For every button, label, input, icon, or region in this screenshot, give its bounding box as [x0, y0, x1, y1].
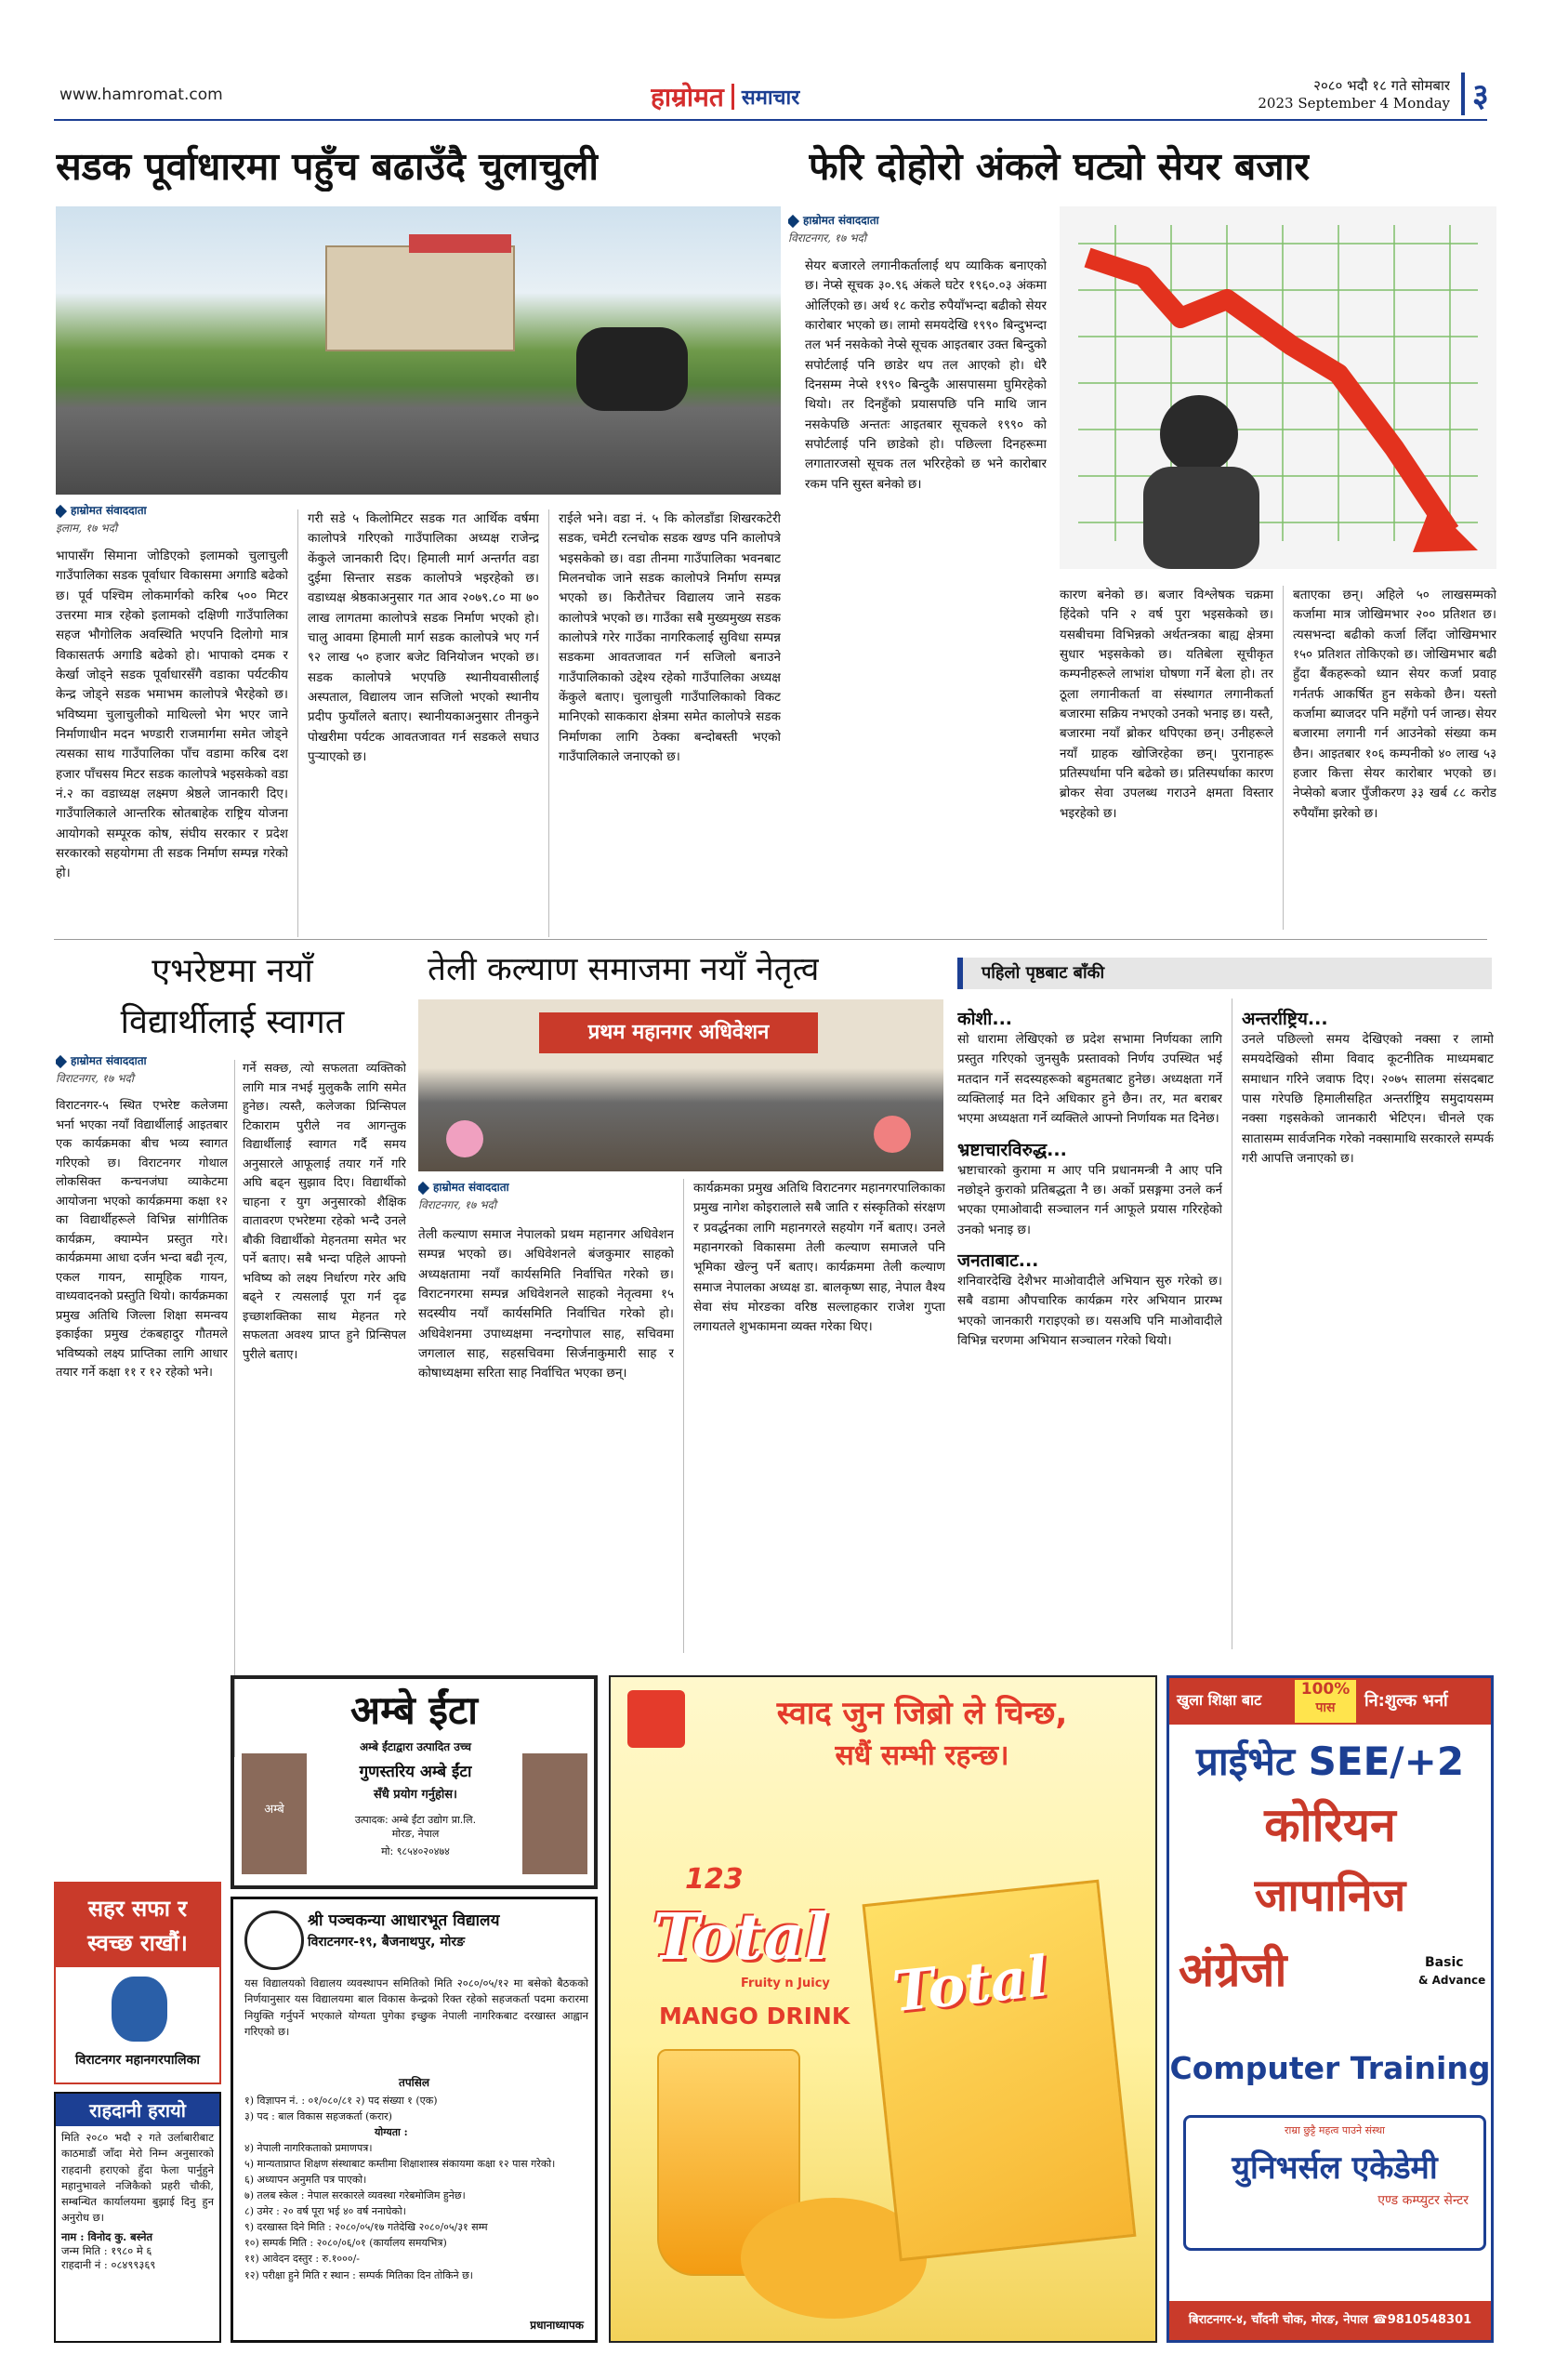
city-line2: स्वच्छ राखौं।	[87, 1930, 188, 1956]
juice-brand-left: Total	[652, 1900, 829, 1975]
story2-col1: सेयर बजारले लगानीकर्तालाई थप व्याकिक बनाएको छ। नेप्से सूचक ३०.९६ अंकले घटेर १९६०.०३ अंकमा ओर्लिएको छ। अर्थ १८ करोड रुपैयाँभन्दा बढीको सेयर कारोबार भएको छ। लामो समयदेखि १९९० बिन्दुभन्दा तल भर्न नसकेको नेप्से सूचक आइतबार उक्त बिन्दुको सपोर्टलाई पनि छाडेर थप तल आएको हो। धेरै दिनसम्म नेप्से १९९० बिन्दुकै आसपासमा घुमिरहेको थियो। तर दिनहुँको प्रयासपछि पनि माथि जान नसकेपछि अन्ततः आइतबार सूचकले १९९० को सपोर्टलाई पनि छाडेको हो। पछिल्ला दिनहरूमा लगातारजसो सूचक तल भरिरहेको छ भने कारोबार रकम पनि सुस्त बनेको छ।	[805, 258, 1047, 492]
date-english: 2023 September 4 Monday	[1258, 95, 1450, 112]
person-body-shape	[1143, 467, 1259, 569]
story2-graph-photo	[1060, 206, 1496, 569]
academy-address: बिराटनगर-४, चाँदनी चोक, मोरङ, नेपाल ☎9810548301	[1169, 2301, 1491, 2340]
lost-dob: जन्म मिति : १९८० मे ६	[61, 2243, 152, 2257]
story3-byline: हाम्रोमत संवाददाता	[56, 1052, 409, 1068]
academy-strip: खुला शिक्षा बाट 100% पास नि:शुल्क भर्ना	[1169, 1678, 1491, 1725]
school-row: ३) पद : बाल विकास सहजकर्ता (करार)	[244, 2110, 392, 2123]
continued-header: पहिलो पृष्ठबाट बाँकी	[957, 958, 1492, 989]
academy-line1: प्राईभेट SEE/+2	[1195, 1739, 1465, 1784]
juice-brand-logo	[627, 1690, 685, 1748]
brick-producer: उत्पादक: अम्बे ईंटा उद्योग प्रा.लि.	[354, 1814, 477, 1826]
juice-tagline-1: स्वाद जुन जिब्रो ले चिन्छ,	[776, 1695, 1068, 1732]
school-row: १) विज्ञापन नं. : ०१/०८०/८१ २) पद संख्या १ (एक)	[244, 2095, 438, 2107]
story2-headline: फेरि दोहोरो अंकले घट्यो सेयर बजार	[809, 144, 1311, 189]
lost-title: राहदानी हरायो	[56, 2094, 219, 2126]
brick-line2: गुणस्तरिय अम्बे ईंटा	[359, 1763, 472, 1781]
story2-byline: हाम्रोमत संवाददाता	[788, 212, 1048, 228]
story1-col1: भापासँग सिमाना जोडिएको इलामको चुलाचुली गाउँपालिका सडक पूर्वाधार विकासमा अगाडि बढेको छ। पूर्व पश्चिम लोकमार्गको करिब ५०० मिटर उत्तरमा मात्र रहेको इलामको दक्षिणी गाउँपालिका सहज भौगोलिक अवस्थिति भएपनि दिलोगो मात्र विकासतर्फ अगाडि बढेको हो। भापाको दमक र केर्खा जोड्ने सडक पूर्वाधारसँगै वडाका पर्यटकीय केन्द्र जोड्ने सडक भमाभम कालोपत्रे भैरहेको छ। भविष्यमा चुलाचुलीको माथिल्लो भेग भएर जाने निर्माणाधीन मदन भण्डारी राजमार्गमा समेत जोड्ने त्यसका साथ गाउँपालिका पाँच वडामा करिब दश हजार पाँचसय मिटर सडक कालोपत्रे भइसकेको वडा नं.२ का वडाध्यक्ष लक्ष्मण श्रेष्ठले जानकारी दिए। गाउँपालिकाले आन्तरिक स्रोतबाहेक राष्ट्रिय योजना आयोगको सम्पूरक कोष, संघीय सरकार र प्रदेश सरकारको सहयोगमा ती सडक निर्माण सम्पन्न गरेको हो।	[56, 549, 288, 881]
school-footer: प्रधानाध्यापक	[530, 2319, 584, 2332]
academy-line3: जापानिज	[1254, 1870, 1406, 1922]
story4-byline: हाम्रोमत संवाददाता	[418, 1179, 679, 1195]
continued-title-corruption: भ्रष्टाचारविरुद्ध...	[957, 1139, 1067, 1160]
story3-dateline: विराटनगर, १७ भदौ	[56, 1072, 135, 1085]
academy-line4: अंग्रेजी	[1179, 1943, 1287, 1997]
lost-name: नाम : विनोद कु. बस्नेत	[61, 2229, 153, 2243]
juice-brand-pack: Total	[889, 1944, 1051, 2026]
continued-text-corruption: भ्रष्टाचारको कुरामा म आए पनि प्रधानमन्त्री नै आए पनि नछोड्ने कुराको प्रतिबद्धता नै छ। अर्को प्रसङ्गमा उनले कर्न भएका एमाओवादी सञ्चालन गर्न आफूले प्रयास गरिरहेको उनको भनाइ छ।	[957, 1162, 1222, 1237]
school-row: १२) परीक्षा हुने मिति र स्थान : सम्पर्क मितिका दिन तोकिने छ।	[244, 2268, 473, 2281]
academy-free: नि:शुल्क भर्ना	[1364, 1691, 1448, 1711]
person-head-shape	[1160, 395, 1238, 473]
motorbike-shape	[576, 327, 688, 411]
story3-headline: एभरेष्टमा नयाँ विद्यार्थीलाई स्वागत	[120, 952, 345, 1041]
story2-col3: बताएका छन्। अहिले ५० लाखसम्मको कर्जामा मात्र जोखिमभार २०० प्रतिशत छ। त्यसभन्दा बढीको कर्जा लिँदा जोखिमभार १५० प्रतिशत तोकिएको छ। जोखिमभार बढी हुँदा बैंकहरूको ध्यान सेयर कर्जा प्रवाह गर्नतर्फ आकर्षित हुन सकेको छैन। यस्तो कर्जामा ब्याजदर पनि महँगो पर्न जान्छ। सेयर बजारमा लगानी गर्न आउनेको संख्या कम छैन। आइतबार १०६ कम्पनीको ४० लाख ५३ हजार कित्ता सेयर कारोबार भएको छ। नेप्सेको बजार पुँजीकरण ३३ खर्ब ८८ करोड रुपैयाँमा झरेको छ।	[1283, 586, 1496, 930]
balloon-shape	[446, 1120, 483, 1157]
page-number: ३	[1461, 73, 1498, 115]
story4-headline: तेली कल्याण समाजमा नयाँ नेतृत्व	[428, 951, 820, 988]
lost-passport-number: राहदानी नं : ०८४९९३६९	[61, 2257, 156, 2271]
academy-basic: Basic	[1425, 1955, 1464, 1970]
header-url[interactable]: www.hamromat.com	[59, 86, 223, 104]
story4-byline-block	[418, 1179, 679, 1212]
academy-tagline: राम्रा छुट्टै महत्व पाउने संस्था	[1285, 2124, 1385, 2136]
academy-sub: एण्ड कम्प्युटर सेन्टर	[1377, 2193, 1469, 2208]
brick-image	[522, 1753, 587, 1874]
story1-col3: राईले भने। वडा नं. ५ कि कोलडाँडा शिखरकटेरी सडक, चमेटी रत्नचोक सडक खण्ड पनि कालोपत्रे भइसकेको छ। वडा तीनमा गाउँपालिका भवनबाट मिलनचोक जाने सडक कालोपत्रे निर्माण सम्पन्न भएको छ। किरौतेचर विद्यालय जाने सडक कालोपत्रे भएको छ। गाउँका सबै मुख्यमुख्य सडक कालोपत्रे गरेर गाउँका नागरिकलाई सुविधा सम्पन्न सडकमा आवतजावत गर्न सजिलो बनाउने गाउँपालिकाको उद्देश्य रहेको गाउँपालिका अध्यक्ष केंकुले बताए। चुलाचुली गाउँपालिकाको विकट मानिएको साककारा क्षेत्रमा समेत कालोपत्रे सडक निर्माणका लागि ठेक्का बन्दोबस्ती भएको गाउँपालिकाले जनाएको छ।	[548, 509, 781, 937]
juice-badge: 123	[685, 1863, 744, 1896]
brick-phone: मो: ९८५४०२०४७४	[381, 1845, 450, 1858]
masthead	[651, 78, 911, 115]
juice-product: MANGO DRINK	[659, 2003, 850, 2030]
story3-col1: विराटनगर-५ स्थित एभरेष्ट कलेजमा भर्ना भएका नयाँ विद्यार्थीलाई आइतबार एक कार्यक्रमका बीच भव्य स्वागत गरिएको छ। विराटनगर गोथाल लोकसिक्त कन्चनजंघा व्याकेटमा आयोजना भएको कार्यक्रममा कक्षा १२ का विद्यार्थीहरूले विभिन्न सांगीतिक कार्यक्रम, क्याम्पेन प्रस्तुत गरे। कार्यक्रममा आधा दर्जन भन्दा बढी नृत्य, एकल गायन, सामूहिक गायन, वाध्यवादनको प्रस्तुति थियो। कार्यक्रमका प्रमुख अतिथि जिल्ला शिक्षा समन्वय इकाईका प्रमुख टंकबहादुर गौतमले भविष्यको लक्ष्य प्राप्तिका लागि आधार तयार गर्ने कक्षा ११ र १२ रहेको भने।	[56, 1099, 228, 1381]
school-notice	[231, 1897, 598, 2343]
brick-line3: सँधै प्रयोग गर्नुहोस।	[374, 1788, 457, 1802]
emblem-icon	[112, 1977, 167, 2042]
school-row: ६) अध्यापन अनुमति पत्र पाएको।	[244, 2174, 367, 2187]
school-rows	[244, 2093, 588, 2283]
school-row: ७) तलब स्केल : नेपाल सरकारले व्यवस्था गरेबमोजिम हुनेछ।	[244, 2189, 466, 2202]
masthead-brand: हाम्रोमत	[651, 82, 724, 112]
story4-col1: तेली कल्याण समाज नेपालको प्रथम महानगर अधिवेशन सम्पन्न भएको छ। अधिवेशनले बंजकुमार साहको अध्यक्षतामा नयाँ कार्यसमिति निर्वाचित गरेको छ। विराटनगरमा सम्पन्न अधिवेशनले साहको नेतृत्वमा १५ सदस्यीय नयाँ कार्यसमिति निर्वाचित गरेको हो। अधिवेशनमा उपाध्यक्षमा नन्दगोपाल साह, सचिवमा जगलाल साह, सहसचिवमा सिर्जनाकुमारी साह र कोषाध्यक्षमा सरिता साह निर्वाचित भएका छन्।	[418, 1227, 674, 1382]
school-row: ५) मान्यताप्राप्त शिक्षण संस्थाबाट कम्तीमा शिक्षाशास्त्र संकायमा कक्षा १२ पास गरेको।	[244, 2158, 556, 2171]
brick-place: मोरङ, नेपाल	[391, 1828, 440, 1840]
story4-col2: कार्यक्रमका प्रमुख अतिथि विराटनगर महानगरपालिकाका प्रमुख नागेश कोइरालाले सबै जाति र संस्कृतिको संरक्षण र प्रवर्द्धनका लागि महानगरले सहयोग गर्ने बताए। उनले महानगरको विकासमा तेली कल्याण समाजले पनि भूमिका खेल्नु पर्ने बताए। कार्यक्रममा तेली कल्याण समाज नेपालका अध्यक्ष डा. बालकृष्ण साह, नेपाल वैश्य सेवा संघ मोरङका वरिष्ठ सल्लाहकार राजेश गुप्ता लगायतले शुभकामना व्यक्त गरेका थिए।	[683, 1179, 945, 1653]
roof-shape	[409, 234, 511, 253]
story3-col2: गर्ने सक्छ, त्यो सफलता व्यक्तिको लागि मात्र नभई मुलुककै लागि समेत हुनेछ। त्यस्तै, कलेजका प्रिन्सिपल टिकाराम पुरीले नव आगन्तुक विद्यार्थीलाई स्वागत गर्दै समय अनुसारले आफूलाई तयार गर्ने गरि अघि बढ्न सुझाव दिए। विद्यार्थीको चाहना र युग अनुसारको शैक्षिक वातावरण एभरेष्टमा रहेको भन्दै उनले बौकी विद्यार्थीको मेहनतमा समेत भर पर्ने बताए। सबै भन्दा पहिले आफ्नो भविष्य को लक्ष्य निर्धारण गरेर अघि बढ्ने र त्यसलाई पूरा गर्न दृढ इच्छाशक्तिका साथ मेहनत गरे सफलता अवश्य प्राप्त हुने प्रिन्सिपल पुरीले बताए।	[234, 1060, 406, 1757]
continued-text-koshi: सो धारामा लेखिएको छ प्रदेश सभामा निर्णयका लागि प्रस्तुत गरिएको जुनसुकै प्रस्तावको निर्णय उपस्थित भई मतदान गर्ने सदस्यहरूको बहुमतबाट हुनेछ। अध्यक्षता गर्ने व्यक्तिलाई मत दिने अधिकार हुने छैन। तर, मत बराबर भएमा अध्यक्षता गर्ने व्यक्तिले आफ्नो निर्णायक मत दिनेछ।	[957, 1032, 1222, 1127]
house-shape	[325, 245, 515, 351]
story1-dateline: इलाम, १७ भदौ	[56, 522, 118, 535]
school-row: योग्यता :	[375, 2126, 408, 2139]
lost-passport-notice	[54, 2092, 221, 2343]
continued-title-koshi: कोशी...	[957, 1009, 1013, 1029]
school-row: ९) दरखास्त दिने मिति : २०८०/०५/१७ गतेदेखि २०८०/०५/३१ सम्म	[244, 2221, 488, 2234]
school-body: यस विद्यालयको विद्यालय व्यवस्थापन समितिको मिति २०८०/०५/१२ मा बसेको बैठकको निर्णयानुसार यस विद्यालयमा बाल विकास केन्द्रको रिक्त रहेको सहजकर्ता पदमा करारमा नियुक्ति गर्नुपर्ने भएकाले योग्यता पुगेका इच्छुक नेपाली नागरिकबाट दरखास्त आह्वान गरिएको छ।	[244, 1977, 588, 2038]
academy-pass-word: पास	[1315, 1700, 1336, 1715]
masthead-section: समाचार	[741, 86, 800, 110]
academy-pass-pct: 100%	[1300, 1680, 1351, 1699]
academy-ad	[1166, 1675, 1494, 2343]
story1-photo	[56, 206, 781, 495]
academy-line2: कोरियन	[1264, 1798, 1396, 1852]
school-row: ८) उमेर : २० वर्ष पूरा भई ४० वर्ष ननाघेको।	[244, 2205, 406, 2218]
continued-col2	[1232, 998, 1494, 1649]
juice-ad	[609, 1675, 1157, 2343]
academy-computer: Computer Training	[1169, 2050, 1491, 2086]
story2-col2: कारण बनेको छ। बजार विश्लेषक चक्रमा हिंदेको पनि २ वर्ष पुरा भइसकेको छ। यसबीचमा विभिन्नको अर्थतन्त्रका बाह्य क्षेत्रमा सुधार भइसकेको छ। यतिबेला सूचीकृत कम्पनीहरूले लाभांश घोषणा गर्ने बेला हो। तर ठूला लगानीकर्ता वा संस्थागत लगानीकर्ता बजारमा सक्रिय नभएको उनको भनाइ छ। यस्तै, बजारमा नयाँ ब्रोकर थपिएका छन्। उनीहरूले नयाँ ग्राहक खोजिरहेका छन्। पुरानाहरू प्रतिस्पर्धामा पनि बढेको छ। प्रतिस्पर्धाका कारण ब्रोकर सेवा उपलब्ध गराउने क्षमता विस्तार भइरहेको छ।	[1060, 588, 1273, 821]
falling-trend-line	[1087, 258, 1450, 532]
school-title: श्री पञ्चकन्या आधारभूत विद्यालय	[308, 1911, 500, 1930]
brick-ad-title: अम्बे ईंटा	[349, 1687, 478, 1733]
story2-byline-block	[788, 212, 1048, 245]
story4-banner: प्रथम महानगर अधिवेशन	[539, 1012, 818, 1053]
mid-rule	[54, 939, 1487, 940]
school-logo-icon	[244, 1911, 304, 1970]
story1-col2: गरी सडे ५ किलोमिटर सडक गत आर्थिक वर्षमा कालोपत्रे गरिएको गाउँपालिका अध्यक्ष राजेन्द्र केंकुले जानकारी दिए। हिमाली मार्ग अन्तर्गत वडा दुईमा सिन्तार सडक कालोपत्रे भइरहेको छ। वडाध्यक्ष श्रेष्ठकाअनुसार गत आव २०७९.८० मा ७० लाख लागतमा कालोपत्रे सडक निर्माण भएको हो। चालु आवमा हिमाली मार्ग सडक कालोपत्रे भए गर्न ९२ लाख ५० हजार बजेट विनियोजन भएको छ। सडक कालोपत्रे भएपछि स्थानीयवासीलाई अस्पताल, विद्यालय जान सजिलो भएको स्थानीय प्रदीप फुयाँलले बताए। स्थानीयकाअनुसार तीनकुने पोखरीमा पर्यटक आवतजावत गर्न सडकले सघाउ पुऱ्याएको छ।	[297, 509, 539, 937]
continued-title-international: अन्तर्राष्ट्रिय...	[1242, 1009, 1328, 1029]
school-row: १०) सम्पर्क मिति : २०८०/०६/०१ (कार्यालय समयभित्र)	[244, 2237, 447, 2250]
date-nepali: २०८० भदौ १८ गते सोमबार	[1313, 77, 1450, 94]
school-row: ४) नेपाली नागरिकताको प्रमाणपत्र।	[244, 2142, 373, 2155]
story1-headline: सडक पूर्वाधारमा पहुँच बढाउँदै चुलाचुली	[56, 144, 600, 189]
school-row: ११) आवेदन दस्तुर : रु.१०००/-	[244, 2253, 360, 2266]
academy-name: युनिभर्सल एकेडेमी	[1232, 2149, 1438, 2187]
juice-pack-image	[863, 1880, 1137, 2262]
story4-photo	[418, 999, 943, 1171]
masthead-divider	[731, 84, 734, 110]
brick-image: अम्बे	[242, 1753, 307, 1874]
continued-text-people: शनिवारदेखि देशैभर माओवादीले अभियान सुरु गरेको छ। सबै वडामा औपचारिक कार्यक्रम गरेर अभियान प्रारम्भ भएको जानकारी गराइएको छ। यसअघि पनि माओवादीले विभिन्न चरणमा अभियान सञ्चालन गरेको थियो।	[957, 1273, 1222, 1348]
city-org: विराटनगर महानगरपालिका	[75, 2053, 200, 2068]
city-ad	[54, 1882, 221, 2084]
balloon-shape	[874, 1116, 911, 1153]
story2-dateline: विराटनगर, १७ भदौ	[788, 231, 867, 245]
school-table-header: तपसिल	[398, 2076, 429, 2089]
continued-col1	[957, 998, 1222, 1649]
brick-line1: अम्बे ईंटाद्वारा उत्पादित उच्च	[360, 1740, 471, 1753]
school-address: विराटनगर-१९, बैजनाथपुर, मोरङ	[308, 1935, 465, 1950]
story4-dateline: विराटनगर, १७ भदौ	[418, 1198, 497, 1211]
continued-text-international: उनले पछिल्लो समय देखिएको नक्सा र लामो समयदेखिको सीमा विवाद कूटनीतिक माध्यमबाट समाधान गरिने जवाफ दिए। २०७५ सालमा संसदबाट पास गरेपछि हिमालीसहित अन्तर्राष्ट्रिय समुदायसम्म नक्सा गइसकेको जानकारी भेटिएन। चीनले एक सातासम्म सार्वजनिक गरेको नक्सामाथि सरकारले सम्पर्क गरी आपत्ति जनाएको छ।	[1242, 1032, 1494, 1166]
header-date-block	[1162, 76, 1450, 112]
juice-sub-left: Fruity n Juicy	[741, 1977, 830, 1990]
lost-text: मिति २०८० भदौ २ गते उर्लाबारीबाट काठमाडौं जाँदा मेरो निम्न अनुसारको राहदानी हराएको हुँदा फेला पार्नुहुने महानुभावले नजिकैको प्रहरी चौकी, सम्बन्धित कार्यालयमा बुझाई दिनु हुन अनुरोध छ।	[61, 2131, 214, 2225]
academy-advance: & Advance	[1418, 1974, 1486, 1987]
continued-title-people: जनताबाट...	[957, 1250, 1039, 1271]
brick-ad	[231, 1675, 598, 1889]
story1-byline: हाम्रोमत संवाददाता	[56, 502, 781, 518]
city-line1: सहर सफा र	[87, 1896, 188, 1922]
header-rule	[54, 119, 1487, 121]
juice-tagline-2: सधैं सम्भी रहन्छ।	[835, 1739, 1009, 1772]
